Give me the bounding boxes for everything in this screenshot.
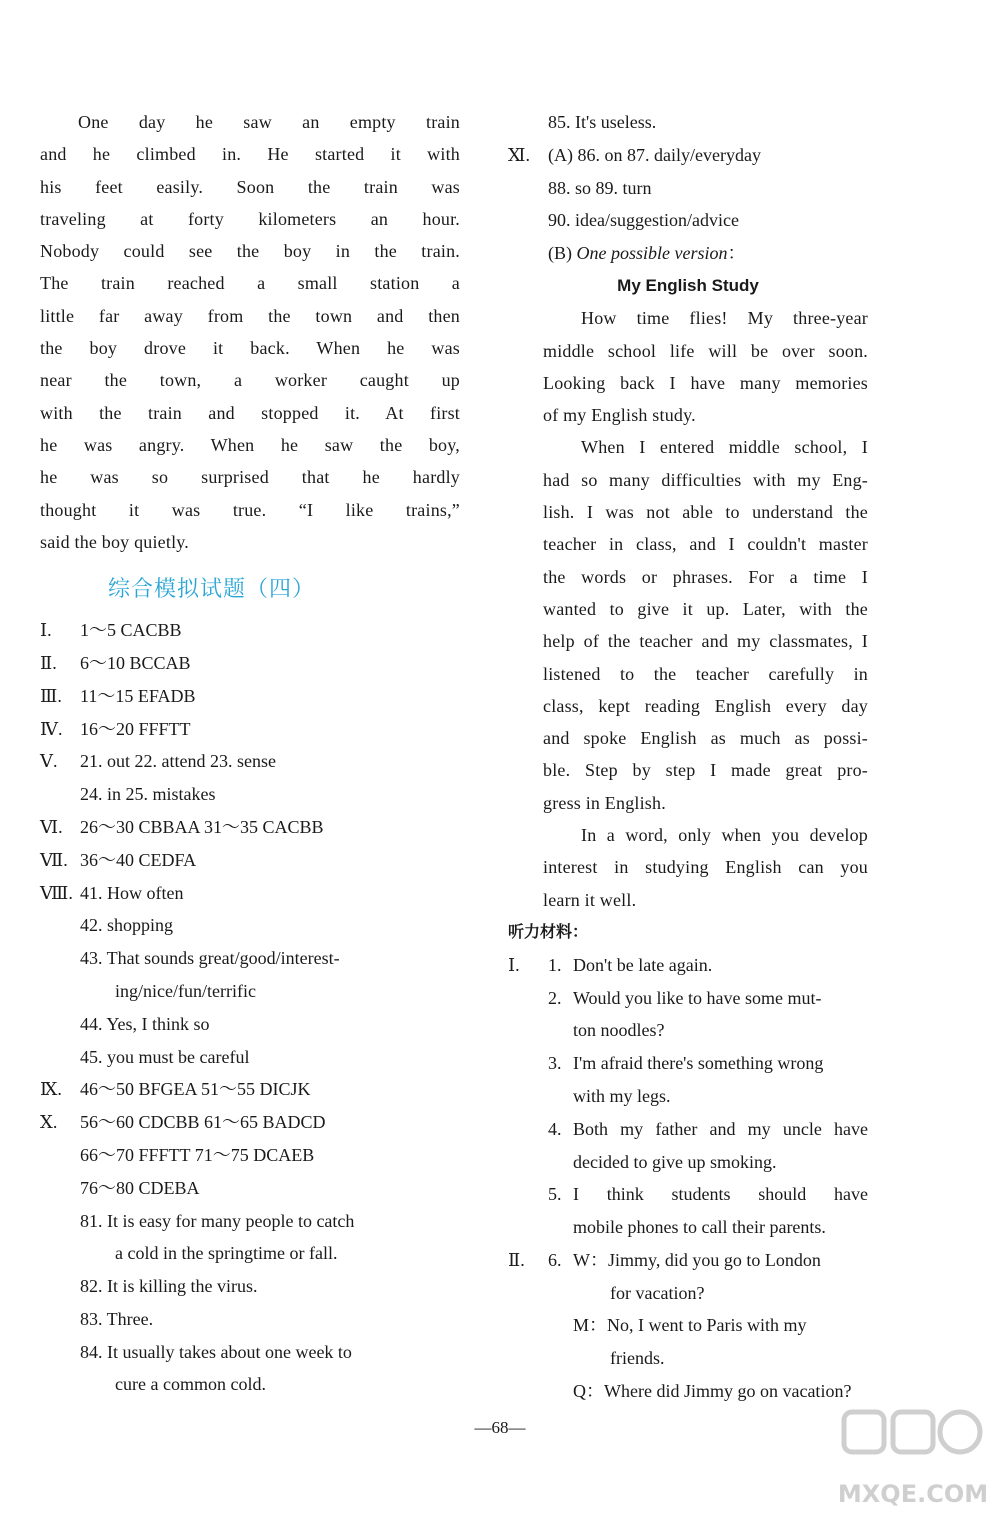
answer-text: 24. in 25. mistakes <box>80 784 216 805</box>
answer-row <box>40 680 460 713</box>
answer-row <box>40 1303 460 1336</box>
answer-row <box>40 975 460 1008</box>
listening-row <box>508 1146 868 1179</box>
listening-text: I think students should have <box>573 1184 868 1205</box>
answer-row <box>40 1237 460 1270</box>
answer-number: Ⅷ. <box>40 882 73 903</box>
answer-number: Ⅰ. <box>40 620 52 641</box>
story-paragraph <box>40 106 460 558</box>
answer-row <box>40 778 460 811</box>
answer-text: cure a common cold. <box>115 1374 266 1395</box>
answer-text: 81. It is easy for many people to catch <box>80 1210 355 1231</box>
sub-number: 5. <box>548 1184 562 1205</box>
listening-label: 听力材料： <box>508 921 589 941</box>
answer-number: Ⅶ. <box>40 849 68 870</box>
listening-row <box>508 949 868 982</box>
listening-row <box>508 982 868 1015</box>
listening-text: Both my father and my uncle have <box>573 1118 868 1139</box>
essay-line: had so many difficulties with my Eng- <box>543 469 868 490</box>
listening-row <box>508 1244 868 1277</box>
essay-line: teacher in class, and I couldn't master <box>543 534 868 555</box>
answer-text: 21. out 22. attend 23. sense <box>80 751 276 772</box>
listening-row <box>508 1080 868 1113</box>
sub-number: 6. <box>548 1249 562 1270</box>
answer-row <box>508 139 868 172</box>
listening-row <box>508 1014 868 1047</box>
listening-material <box>508 949 868 1408</box>
essay-paragraph <box>543 819 868 916</box>
answer-number: Ⅲ. <box>40 685 62 706</box>
listening-row <box>508 1211 868 1244</box>
section-heading: 综合模拟试题（四） <box>108 577 316 603</box>
answer-list-left <box>40 614 460 1401</box>
left-column <box>40 106 460 1401</box>
answer-text: 1～5 CACBB <box>80 620 182 641</box>
answer-text: 43. That sounds great/good/interest- <box>80 948 340 969</box>
listening-row <box>508 1047 868 1080</box>
answer-text: 16～20 FFFTT <box>80 718 191 739</box>
sub-number: 3. <box>548 1053 562 1074</box>
essay-line: of my English study. <box>543 405 696 426</box>
passage-line: thought it was true. “I like trains,” <box>40 499 460 520</box>
passage-line: little far away from the town and then <box>40 305 460 326</box>
listening-row <box>508 1277 868 1310</box>
answer-text: 66～70 FFFTT 71～75 DCAEB <box>80 1144 315 1165</box>
sub-number: 2. <box>548 987 562 1008</box>
essay-line: lish. I was not able to understand the <box>543 502 868 523</box>
essay-title: My English Study <box>617 275 759 295</box>
answer-number: Ⅸ. <box>40 1079 62 1100</box>
listening-text: for vacation? <box>610 1282 705 1303</box>
listening-text: decided to give up smoking. <box>573 1151 777 1172</box>
essay-line: In a word, only when you develop <box>581 825 868 846</box>
answer-row <box>40 877 460 910</box>
passage-line: with the train and stopped it. At first <box>40 402 460 423</box>
answer-text: ing/nice/fun/terrific <box>115 980 256 1001</box>
answer-row <box>40 647 460 680</box>
listening-text: Would you like to have some mut- <box>573 987 822 1008</box>
answer-row <box>40 844 460 877</box>
answer-number: Ⅹ. <box>40 1112 58 1133</box>
sub-number: 1. <box>548 954 562 975</box>
listening-text: ton noodles? <box>573 1020 665 1041</box>
answer-text: 45. you must be careful <box>80 1046 250 1067</box>
answer-row <box>508 106 868 139</box>
answer-text: 84. It usually takes about one week to <box>80 1341 352 1362</box>
answer-list-right <box>508 106 868 237</box>
answer-row <box>40 1336 460 1369</box>
essay-line: wanted to give it up. Later, with the <box>543 598 868 619</box>
essay-line: ble. Step by step I made great pro- <box>543 760 868 781</box>
listening-text: Don't be late again. <box>573 954 713 975</box>
passage-line: traveling at forty kilometers an hour. <box>40 208 460 229</box>
answer-row <box>40 1368 460 1401</box>
answer-text: a cold in the springtime or fall. <box>115 1243 338 1264</box>
answer-number: Ⅱ. <box>40 652 57 673</box>
essay-line: and spoke English as much as possi- <box>543 728 868 749</box>
passage-line: and he climbed in. He started it with <box>40 144 460 165</box>
answer-text: 88. so 89. turn <box>548 177 652 198</box>
listening-row <box>508 1178 868 1211</box>
passage-line: his feet easily. Soon the train was <box>40 176 460 197</box>
passage-line: One day he saw an empty train <box>78 112 460 132</box>
item-number: Ⅱ. <box>508 1249 525 1270</box>
answer-text: (A) 86. on 87. daily/everyday <box>548 144 761 165</box>
listening-row <box>508 1113 868 1146</box>
answer-text: 41. How often <box>80 882 184 903</box>
sub-number: 4. <box>548 1118 562 1139</box>
answer-text: 36～40 CEDFA <box>80 849 197 870</box>
essay-line: interest in studying English can you <box>543 857 868 878</box>
answer-text: 42. shopping <box>80 915 174 936</box>
answer-text: 11～15 EFADB <box>80 685 196 706</box>
answer-text: 90. idea/suggestion/advice <box>548 210 739 231</box>
answer-number: Ⅺ. <box>508 144 530 165</box>
essay-line: listened to the teacher carefully in <box>543 663 868 684</box>
passage-line: said the boy quietly. <box>40 531 190 552</box>
passage-line: Nobody could see the boy in the train. <box>40 241 460 262</box>
listening-text: mobile phones to call their parents. <box>573 1217 826 1238</box>
listening-text: W：Jimmy, did you go to London <box>573 1249 821 1270</box>
answer-row <box>40 745 460 778</box>
answer-number: Ⅳ. <box>40 718 63 739</box>
essay-line: the words or phrases. For a time I <box>543 566 868 587</box>
answer-text: 6～10 BCCAB <box>80 652 191 673</box>
essay-paragraph <box>543 431 868 819</box>
answer-text: 56～60 CDCBB 61～65 BADCD <box>80 1112 326 1133</box>
answer-row <box>40 1205 460 1238</box>
page-number: —68— <box>474 1418 526 1437</box>
answer-row <box>40 909 460 942</box>
listening-row <box>508 1342 868 1375</box>
essay-line: When I entered middle school, I <box>581 437 868 458</box>
watermark-logo <box>838 1404 988 1516</box>
answer-text: 26～30 CBBAA 31～35 CACBB <box>80 816 324 837</box>
essay-body <box>508 302 868 916</box>
answer-row <box>40 811 460 844</box>
answer-row <box>40 1172 460 1205</box>
answer-row <box>40 1073 460 1106</box>
answer-text: 46～50 BFGEA 51～55 DICJK <box>80 1079 311 1100</box>
passage-line: near the town, a worker caught up <box>40 370 460 391</box>
passage-line: he was so surprised that he hardly <box>40 467 460 488</box>
answer-text: 85. It's useless. <box>548 112 657 132</box>
answer-row <box>40 1270 460 1303</box>
listening-text: Q：Where did Jimmy go on vacation? <box>573 1381 852 1402</box>
answer-row <box>40 614 460 647</box>
essay-line: help of the teacher and my classmates, I <box>543 631 868 652</box>
answer-row <box>40 1139 460 1172</box>
essay-line: gress in English. <box>543 792 666 813</box>
answer-text: 44. Yes, I think so <box>80 1013 210 1034</box>
item-number: Ⅰ. <box>508 954 520 975</box>
answer-row <box>40 942 460 975</box>
answer-number: Ⅴ. <box>40 751 58 772</box>
listening-row <box>508 1375 868 1408</box>
passage-line: the boy drove it back. When he was <box>40 338 460 359</box>
answer-row <box>40 713 460 746</box>
passage-line: The train reached a small station a <box>40 273 460 294</box>
answer-row <box>40 1041 460 1074</box>
listening-text: M：No, I went to Paris with my <box>573 1315 807 1336</box>
listening-text: with my legs. <box>573 1085 671 1106</box>
watermark-text: MXQE.COM <box>838 1480 988 1508</box>
answer-row <box>508 204 868 237</box>
answer-text: 82. It is killing the virus. <box>80 1276 258 1297</box>
essay-line: How time flies! My three-year <box>581 308 868 329</box>
passage-line: he was angry. When he saw the boy, <box>40 434 460 455</box>
listening-row <box>508 1309 868 1342</box>
answer-text: 83. Three. <box>80 1308 154 1329</box>
answer-row <box>40 1106 460 1139</box>
right-column <box>508 106 868 1408</box>
answer-row <box>40 1008 460 1041</box>
listening-text: friends. <box>610 1348 665 1369</box>
answer-number: Ⅵ. <box>40 816 63 837</box>
essay-line: learn it well. <box>543 889 637 910</box>
essay-line: class, kept reading English every day <box>543 695 868 716</box>
story-passage <box>40 106 460 558</box>
answer-row <box>508 172 868 205</box>
answer-text: 76～80 CDEBA <box>80 1177 200 1198</box>
essay-line: Looking back I have many memories <box>543 372 868 393</box>
essay-line: middle school life will be over soon. <box>543 340 868 361</box>
listening-text: I'm afraid there's something wrong <box>573 1053 824 1074</box>
version-label: (B) One possible version： <box>548 243 746 264</box>
watermark-icon <box>838 1404 988 1516</box>
essay-paragraph <box>543 302 868 431</box>
